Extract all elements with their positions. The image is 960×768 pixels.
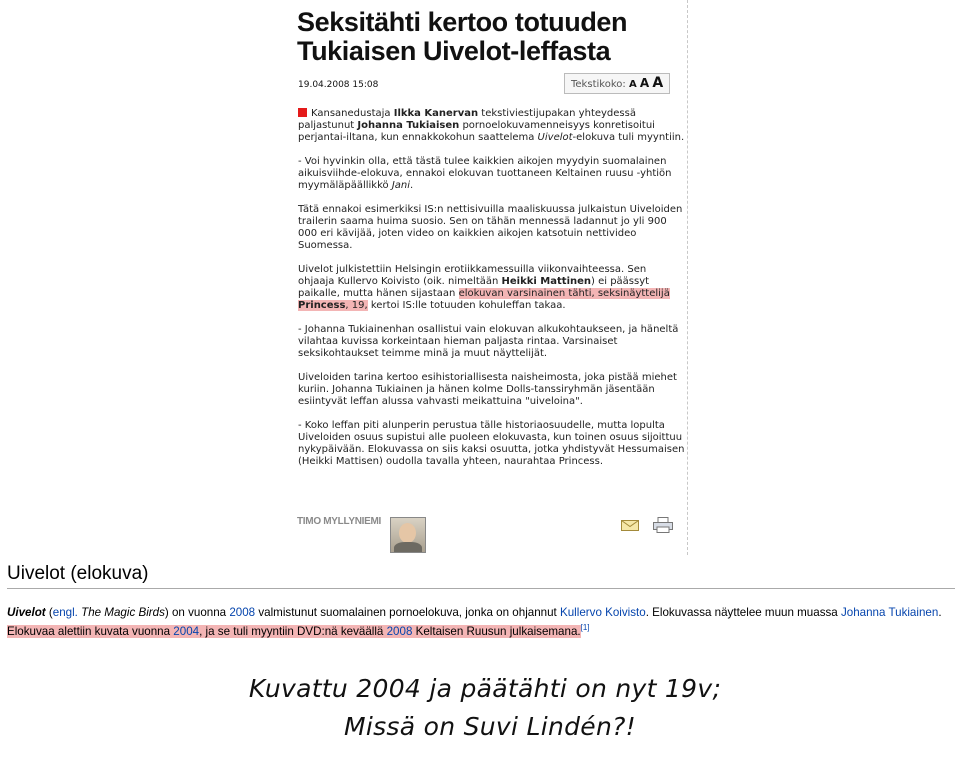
link-2004[interactable]: 2004 (173, 625, 200, 638)
text: , ja se tuli myyntiin DVD:nä keväällä (199, 625, 387, 638)
film-title: Uivelot (537, 132, 573, 143)
article-headline: Seksitähti kertoo totuuden Tukiaisen Uivelot-leffasta (297, 7, 628, 66)
wiki-paragraph (7, 603, 955, 641)
person-name: Jani (391, 180, 411, 191)
reference-link[interactable]: [1] (580, 623, 590, 633)
text: kertoi IS:lle totuuden kohuleffan takaa. (367, 300, 566, 311)
text: Elokuvaa alettiin kuvata vuonna (7, 625, 174, 638)
article-paragraph (298, 108, 685, 144)
article-paragraph: - Johanna Tukiainenhan osallistui vain elokuvan alkukohtaukseen, ja häneltä vilahtaa kuvissa korkeintaan hieman paljasta rintaa. Varsinaiset seksikohtaukset teimme minä ja muut näyttelijät. (298, 324, 679, 359)
person-name: Ilkka Kanervan (393, 108, 479, 119)
person-name: Princess (298, 300, 346, 311)
english-title: The Magic Birds (77, 606, 165, 619)
text-size-label: Tekstikoko: (571, 79, 626, 90)
article-body (298, 108, 685, 480)
article-paragraph (298, 156, 685, 192)
wiki-bold-title: Uivelot (7, 606, 46, 619)
article-date: 19.04.2008 15:08 (298, 80, 379, 90)
red-square-icon (298, 108, 307, 117)
article-paragraph: - Koko leffan piti alunperin perustua tälle historiaosuudelle, mutta lopulta Uiveloiden osuus supistui alle puoleen elokuvasta, kun toinen osuus sijoittuu nykypäivään. Elokuvassa on siis kaksi osuutta, jotka yhdistyvät Hessumaisen (Heikki Mattisen) oudolla tavalla yhteen, naurahtaa Princess. (298, 420, 685, 467)
link-2008[interactable]: 2008 (229, 606, 256, 619)
heading-divider (7, 588, 955, 589)
person-name: Heikki Mattinen (501, 276, 592, 287)
person-name: Johanna Tukiaisen (357, 120, 460, 131)
text: - Voi hyvinkin olla, että tästä tulee kaikkien aikojen myydyin suomalainen aikuisviihde-elokuva, ennakoi elokuvan tuottaneen Keltainen ruusu -yhtiön myymäläpäällikkö (298, 156, 672, 191)
mail-icon[interactable] (621, 520, 639, 531)
text: . Elokuvassa näyttelee muun muassa (645, 606, 841, 619)
article-paragraph: Uiveloiden tarina kertoo esihistoriallisesta naisheimosta, joka pistää miehet kuriin. Johanna Tukiainen ja hänen kolme Dolls-tanssiryhmän jäsentään esiintyvät leffan alussa vahvasti meikattuina "uiveloina". (298, 372, 677, 407)
text: tekstiviestijupakan yhteydessä paljastunut (298, 108, 636, 131)
text-size-medium-button[interactable]: A (639, 76, 650, 90)
text: . (410, 180, 414, 191)
link-engl[interactable]: engl. (52, 606, 78, 619)
text: ) ei päässyt paikalle, mutta hänen sijastaan (298, 276, 650, 299)
text: , 19, (345, 300, 368, 311)
print-icon[interactable] (653, 517, 673, 533)
text: Uivelot julkistettiin Helsingin erotiikkamessuilla viikonvaihteessa. Sen ohjaaja Kullervo Koivisto (oik. nimeltään (298, 264, 647, 287)
caption-line-1: Kuvattu 2004 ja päätähti on nyt 19v; (248, 674, 722, 703)
link-johanna-tukiainen[interactable]: Johanna Tukiainen (840, 606, 939, 619)
text: pornoelokuvamenneisyys konretisoitui perjantai-iltana, kun ennakkokohun saattelema (298, 120, 655, 143)
author-name: TIMO MYLLYNIEMI (297, 516, 382, 527)
wiki-heading: Uivelot (elokuva) (7, 563, 149, 584)
highlighted-text (7, 625, 581, 638)
text: ) on vuonna (164, 606, 230, 619)
text: ( (45, 606, 53, 619)
text-size-large-button[interactable]: A (652, 75, 664, 91)
text: Keltaisen Ruusun julkaisemana. (412, 625, 581, 638)
handwritten-caption (0, 670, 960, 746)
article-paragraph (298, 264, 685, 312)
news-article (289, 0, 688, 555)
link-2008-spring[interactable]: 2008 (386, 625, 413, 638)
text: Kansanedustaja (311, 108, 394, 119)
caption-line-2: Missä on Suvi Lindén?! (343, 712, 637, 741)
text-size-small-button[interactable]: A (628, 79, 637, 90)
link-kullervo-koivisto[interactable]: Kullervo Koivisto (560, 606, 646, 619)
text: -elokuva tuli myyntiin. (572, 132, 685, 143)
text-size-control (564, 73, 670, 94)
article-paragraph: Tätä ennakoi esimerkiksi IS:n nettisivuilla maaliskuussa julkaistun Uiveloiden trailerin saama huima suosio. Sen on tähän mennessä ladannut jo yli 900 000 eri kävijää, joten video on kaikkien aikojen katsotuin nettivideo Suomessa. (298, 204, 683, 251)
text: elokuvan varsinainen tähti, seksinäyttelijä (458, 288, 670, 299)
author-photo (390, 517, 426, 553)
text: valmistunut suomalainen pornoelokuva, jonka on ohjannut (255, 606, 560, 619)
text: . (938, 606, 942, 619)
